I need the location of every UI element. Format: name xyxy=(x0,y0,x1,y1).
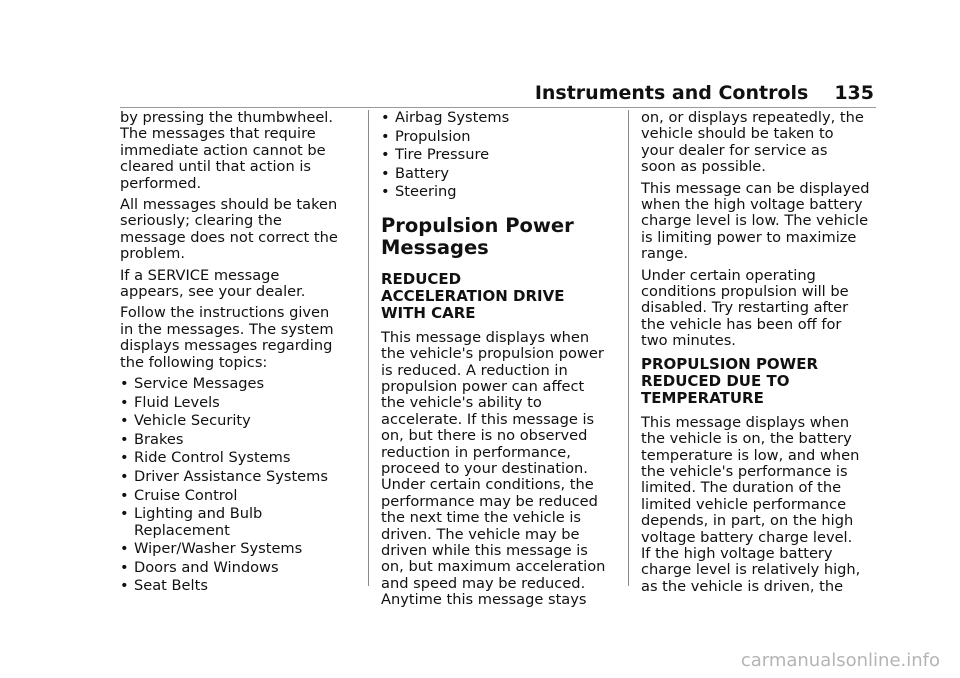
text-line: Under certain conditions, the xyxy=(381,476,594,494)
text-line: range. xyxy=(641,245,689,263)
text-line: Propulsion xyxy=(395,127,471,145)
topic-list-item xyxy=(120,506,358,539)
text-line: REDUCED xyxy=(381,269,462,288)
topic-list-item xyxy=(381,147,619,163)
col1-paragraphs xyxy=(120,110,358,371)
text-line: Doors and Windows xyxy=(134,558,279,576)
text-line: the vehicle's propulsion power xyxy=(381,345,604,363)
text-line: Propulsion Power xyxy=(381,213,574,237)
text-line: Driver Assistance Systems xyxy=(134,468,328,486)
bullet-icon: • xyxy=(120,505,129,523)
text-line: seriously; clearing the xyxy=(120,212,282,230)
text-line: cleared until that action is xyxy=(120,158,312,176)
text-line: two minutes. xyxy=(641,332,736,350)
paragraph xyxy=(120,110,358,192)
text-line: the vehicle's ability to xyxy=(381,394,542,412)
text-line: Tire Pressure xyxy=(395,146,490,164)
text-line: vehicle should be taken to xyxy=(641,125,834,143)
bullet-icon: • xyxy=(381,146,390,164)
section-heading-propulsion-power-messages xyxy=(381,215,619,259)
paragraph-reduced-acceleration xyxy=(381,330,619,609)
topic-list-item xyxy=(381,184,619,200)
bullet-icon: • xyxy=(120,412,129,430)
text-line: Steering xyxy=(395,183,457,201)
text-line: performance may be reduced xyxy=(381,492,598,510)
text-line: Replacement xyxy=(134,521,230,539)
text-line: Ride Control Systems xyxy=(134,449,291,467)
bullet-icon: • xyxy=(120,540,129,558)
page-header xyxy=(0,80,874,106)
bullet-icon: • xyxy=(120,449,129,467)
section-title: Instruments and Controls xyxy=(534,82,809,104)
bullet-icon: • xyxy=(120,486,129,504)
text-line: reduction in performance, xyxy=(381,443,571,461)
bullet-icon: • xyxy=(120,468,129,486)
text-line: and speed may be reduced. xyxy=(381,574,586,592)
subheading-propulsion-power-reduced-temperature xyxy=(641,356,879,407)
topic-list-item xyxy=(120,450,358,466)
subheading-reduced-acceleration xyxy=(381,271,619,322)
text-line: Follow the instructions given xyxy=(120,304,330,322)
page-number: 135 xyxy=(834,82,874,104)
paragraph xyxy=(120,305,358,371)
watermark-text: carmanualsonline.info xyxy=(740,650,940,671)
text-line: Under certain operating xyxy=(641,266,816,284)
text-line: Brakes xyxy=(134,430,184,448)
text-line: depends, in part, on the high xyxy=(641,512,854,530)
text-line: Messages xyxy=(381,235,489,259)
text-line: REDUCED DUE TO xyxy=(641,371,790,390)
topic-list-item xyxy=(381,129,619,145)
text-line: the next time the vehicle is xyxy=(381,509,582,527)
text-line: ACCELERATION DRIVE xyxy=(381,286,565,305)
text-line: in the messages. The system xyxy=(120,320,334,338)
text-line: the vehicle has been off for xyxy=(641,315,842,333)
paragraph xyxy=(120,268,358,301)
text-line: as the vehicle is driven, the xyxy=(641,577,844,595)
topic-list-item xyxy=(120,413,358,429)
topic-list-item xyxy=(120,469,358,485)
text-line: is reduced. A reduction in xyxy=(381,361,568,379)
text-line: is limiting power to maximize xyxy=(641,228,857,246)
bullet-icon: • xyxy=(381,127,390,145)
text-line: This message displays when xyxy=(641,413,850,431)
topic-list-item xyxy=(120,432,358,448)
text-line: TEMPERATURE xyxy=(641,388,764,407)
header-rule xyxy=(120,107,876,108)
text-line: soon as possible. xyxy=(641,158,766,176)
topic-list-item xyxy=(381,110,619,126)
text-line: the vehicle's performance is xyxy=(641,462,848,480)
text-line: problem. xyxy=(120,245,186,263)
topic-list-item xyxy=(120,541,358,557)
text-line: This message displays when xyxy=(381,328,590,346)
text-line: Wiper/Washer Systems xyxy=(134,540,303,558)
text-line: propulsion power can affect xyxy=(381,378,585,395)
paragraph xyxy=(641,181,879,263)
column-divider-1 xyxy=(368,110,369,586)
column-2 xyxy=(381,110,619,614)
text-line: on, but maximum acceleration xyxy=(381,558,606,576)
bullet-icon: • xyxy=(120,577,129,595)
text-line: conditions propulsion will be xyxy=(641,283,849,301)
text-line: displays messages regarding xyxy=(120,337,333,355)
text-line: performed. xyxy=(120,174,202,192)
text-line: Cruise Control xyxy=(134,486,238,504)
text-line: WITH CARE xyxy=(381,303,476,322)
topic-list-item xyxy=(120,376,358,392)
text-line: driven while this message is xyxy=(381,542,588,560)
paragraph xyxy=(120,197,358,263)
text-line: This message can be displayed xyxy=(641,179,870,197)
text-line: Battery xyxy=(395,164,450,182)
text-line: accelerate. If this message is xyxy=(381,410,595,428)
bullet-icon: • xyxy=(120,375,129,393)
text-line: driven. The vehicle may be xyxy=(381,525,580,543)
text-line: by pressing the thumbwheel. xyxy=(120,109,333,126)
text-line: message does not correct the xyxy=(120,228,338,246)
bullet-icon: • xyxy=(120,558,129,576)
text-line: Vehicle Security xyxy=(134,412,251,430)
text-line: proceed to your destination. xyxy=(381,460,588,478)
topic-list-item xyxy=(120,578,358,594)
text-line: charge level is low. The vehicle xyxy=(641,212,869,230)
topic-list-item xyxy=(120,488,358,504)
text-line: All messages should be taken xyxy=(120,196,338,214)
bullet-icon: • xyxy=(381,164,390,182)
text-line: If a SERVICE message xyxy=(120,266,280,284)
topics-list-2 xyxy=(381,110,619,201)
col3-paragraphs xyxy=(641,110,879,350)
bullet-icon: • xyxy=(120,430,129,448)
text-line: Anytime this message stays xyxy=(381,591,587,609)
topics-list-1 xyxy=(120,376,358,595)
text-line: on, but there is no observed xyxy=(381,427,588,445)
text-line: Airbag Systems xyxy=(395,109,510,126)
text-line: charge level is relatively high, xyxy=(641,561,861,579)
topic-list-item xyxy=(381,166,619,182)
bullet-icon: • xyxy=(381,109,390,126)
text-line: disabled. Try restarting after xyxy=(641,299,849,317)
text-line: Service Messages xyxy=(134,375,265,393)
text-line: appears, see your dealer. xyxy=(120,283,306,301)
text-line: If the high voltage battery xyxy=(641,544,833,562)
text-line: limited vehicle performance xyxy=(641,495,847,513)
text-line: the following topics: xyxy=(120,353,268,371)
column-1 xyxy=(120,110,358,597)
column-divider-2 xyxy=(628,110,629,586)
text-line: your dealer for service as xyxy=(641,141,828,159)
text-line: temperature is low, and when xyxy=(641,446,860,464)
bullet-icon: • xyxy=(381,183,390,201)
text-line: voltage battery charge level. xyxy=(641,528,853,546)
paragraph xyxy=(641,268,879,350)
paragraph-temperature xyxy=(641,415,879,595)
text-line: PROPULSION POWER xyxy=(641,354,819,373)
text-line: limited. The duration of the xyxy=(641,479,842,497)
text-line: The messages that require xyxy=(120,125,316,143)
column-3 xyxy=(641,110,879,600)
bullet-icon: • xyxy=(120,393,129,411)
text-line: on, or displays repeatedly, the xyxy=(641,109,864,126)
text-line: when the high voltage battery xyxy=(641,196,863,214)
topic-list-item xyxy=(120,560,358,576)
text-line: Lighting and Bulb xyxy=(134,505,263,523)
text-line: the vehicle is on, the battery xyxy=(641,430,852,448)
topic-list-item xyxy=(120,395,358,411)
text-line: immediate action cannot be xyxy=(120,141,326,159)
paragraph xyxy=(641,110,879,176)
text-line: Fluid Levels xyxy=(134,393,220,411)
text-line: Seat Belts xyxy=(134,577,208,595)
